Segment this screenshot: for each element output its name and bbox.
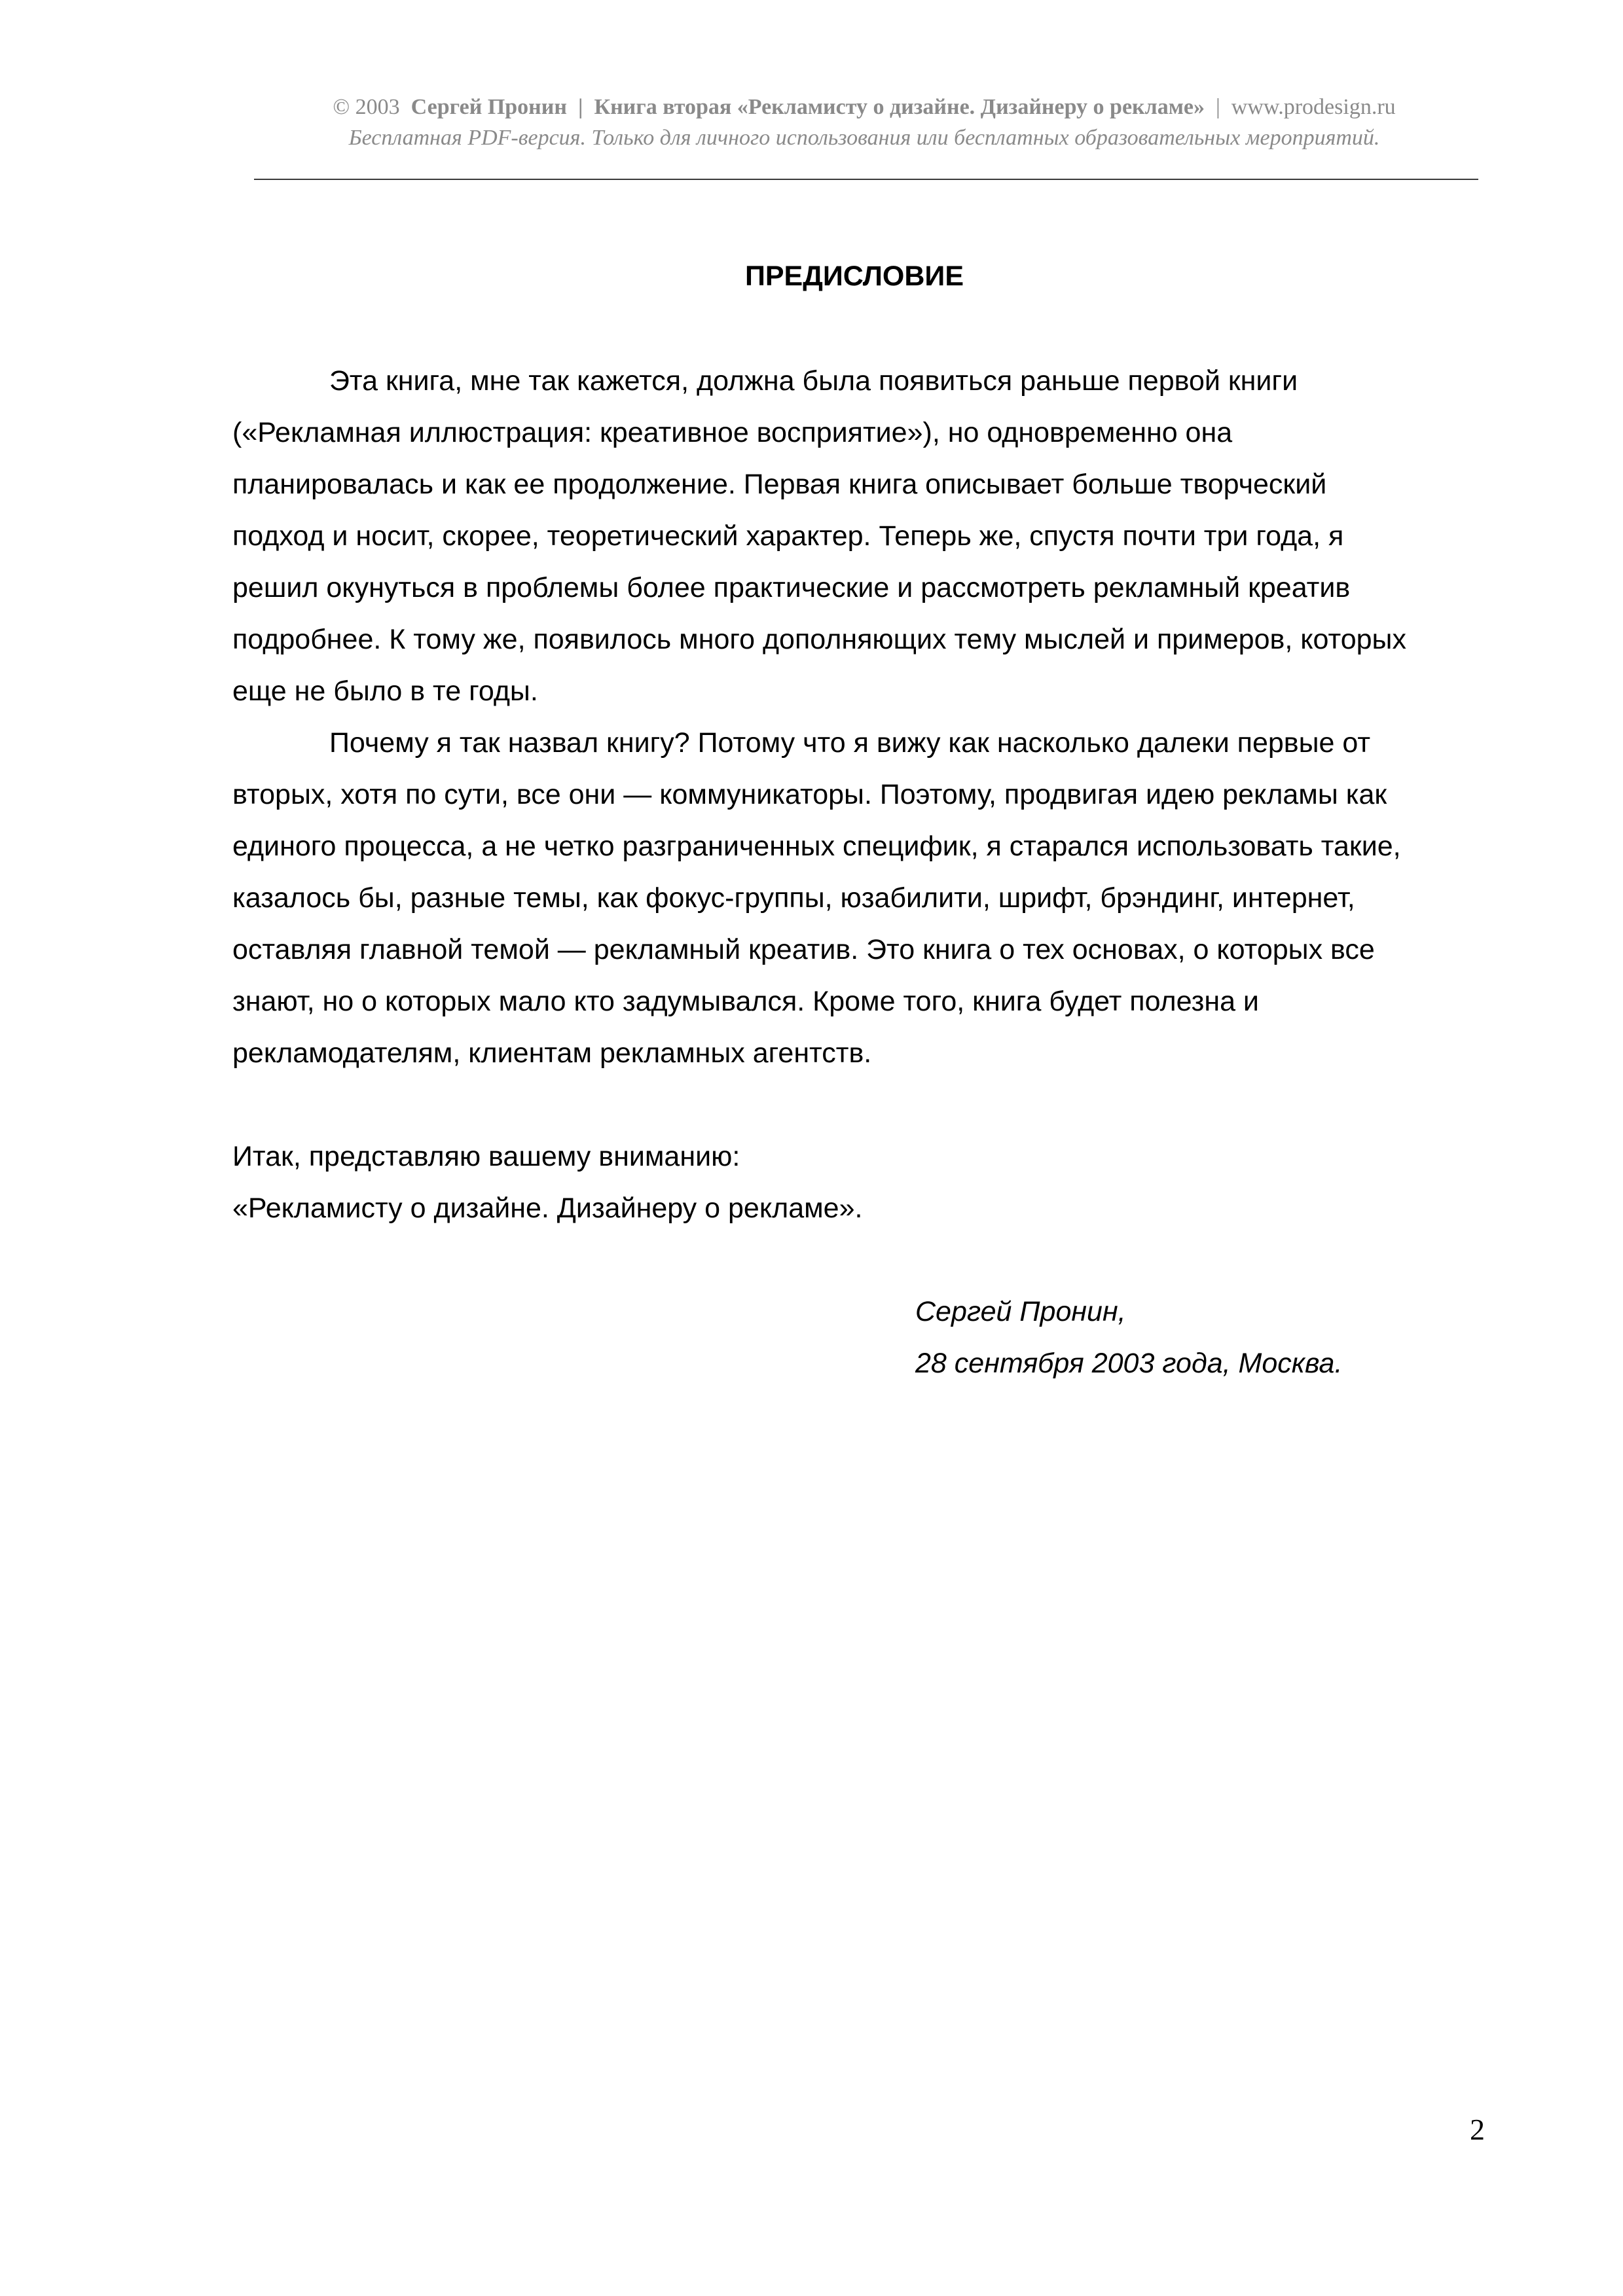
paragraph-line: знают, но о которых мало кто задумывался. Кроме того, книга будет полезна и [232,986,1259,1017]
header-copyright: © 2003 [333,95,400,119]
header-separator: | [1215,95,1220,119]
intro-line: «Рекламисту о дизайне. Дизайнеру о рекламе». [232,1193,863,1224]
paragraph-line: («Рекламная иллюстрация: креативное восприятие»), но одновременно она [232,417,1233,448]
paragraph-line: вторых, хотя по сути, все они — коммуникаторы. Поэтому, продвигая идею рекламы как [232,779,1387,810]
paragraph-line: казалось бы, разные темы, как фокус-группы, юзабилити, шрифт, брэндинг, интернет, [232,882,1355,914]
page-title: ПРЕДИСЛОВИЕ [744,260,964,292]
signature-name: Сергей Пронин, [915,1296,1126,1327]
paragraph-line: единого процесса, а не четко разграниченных специфик, я старался использовать такие, [232,831,1401,862]
paragraph-line: планировалась и как ее продолжение. Первая книга описывает больше творческий [232,469,1327,500]
paragraph-line: подробнее. К тому же, появилось много дополняющих тему мыслей и примеров, которых [232,624,1406,655]
paragraph-line: подход и носит, скорее, теоретический характер. Теперь же, спустя почти три года, я [232,520,1344,552]
page-number: 2 [1470,2113,1485,2146]
header-author: Сергей Пронин [410,95,567,119]
header-separator: | [577,95,583,119]
paragraph-line: Эта книга, мне так кажется, должна была появиться раньше первой книги [329,365,1298,397]
paragraph-line: рекламодателям, клиентам рекламных агентств. [232,1037,872,1069]
paragraph-line: Почему я так назвал книгу? Потому что я вижу как насколько далеки первые от [329,727,1371,759]
page-header [249,92,1480,153]
paragraph-line: оставляя главной темой — рекламный креатив. Это книга о тех основах, о которых все [232,934,1375,965]
header-license: Бесплатная PDF-версия. Только для личного использования или бесплатных образовательных мероприятий. [348,126,1380,150]
header-divider [254,179,1478,180]
intro-line: Итак, представляю вашему вниманию: [232,1141,740,1172]
header-site: www.prodesign.ru [1231,95,1396,119]
signature-date: 28 сентября 2003 года, Москва. [915,1348,1343,1379]
header-book-title: Книга вторая «Рекламисту о дизайне. Дизайнеру о рекламе» [594,95,1205,119]
paragraph-line: решил окунуться в проблемы более практические и рассмотреть рекламный креатив [232,572,1351,603]
header-copyright-line [249,92,1480,122]
paragraph-line: еще не было в те годы. [232,675,538,707]
